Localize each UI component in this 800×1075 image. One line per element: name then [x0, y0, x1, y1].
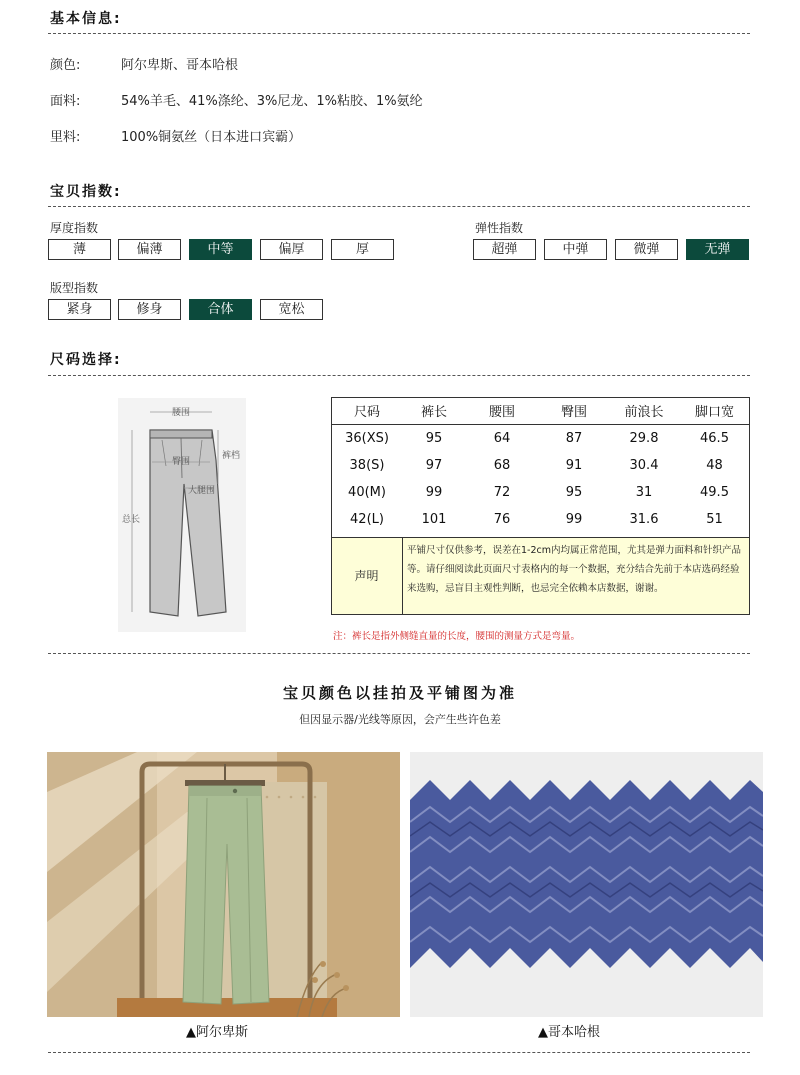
- fit-label: 版型指数: [50, 281, 99, 295]
- color-row: [50, 54, 238, 73]
- value-cell: 64: [493, 431, 511, 446]
- value-cell: 51: [706, 512, 723, 527]
- table-row: [331, 506, 750, 533]
- header-cell: 前浪长: [609, 397, 679, 425]
- thickness-option: 偏薄: [118, 239, 181, 260]
- header-cell: 裤长: [403, 397, 465, 425]
- divider: [48, 33, 750, 34]
- header-cell: 臀围: [539, 397, 609, 425]
- fit-option-selected: 合体: [189, 299, 252, 320]
- divider: [48, 653, 750, 654]
- value-cell: 29.8: [629, 431, 659, 446]
- fit-option: 紧身: [48, 299, 111, 320]
- value-cell: 46.5: [700, 431, 729, 446]
- size-cell: 38(S): [349, 458, 385, 473]
- value-cell: 99: [565, 512, 583, 527]
- value-cell: 31.6: [629, 512, 659, 527]
- value-cell: 87: [565, 431, 583, 446]
- thickness-option: 厚: [331, 239, 394, 260]
- value-cell: 97: [425, 458, 443, 473]
- value-cell: 31: [635, 485, 653, 500]
- elasticity-option: 微弹: [615, 239, 678, 260]
- header-cell: 尺码: [331, 397, 403, 425]
- thickness-option: 薄: [48, 239, 111, 260]
- index-title: 宝贝指数:: [50, 184, 122, 200]
- size-table: [331, 397, 750, 533]
- pants-measurement-diagram: [118, 398, 246, 632]
- thickness-option: 偏厚: [260, 239, 323, 260]
- color-section-subtitle: 但因显示器/光线等原因，会产生些许色差: [299, 713, 501, 726]
- size-cell: 42(L): [350, 512, 384, 527]
- value-cell: 99: [425, 485, 443, 500]
- divider: [48, 1052, 750, 1053]
- lining-row: [50, 126, 301, 145]
- divider: [48, 375, 750, 376]
- value-cell: 68: [493, 458, 511, 473]
- header-cell: 脚口宽: [679, 397, 750, 425]
- elasticity-label: 弹性指数: [475, 221, 524, 235]
- lining-value: 100%铜氨丝（日本进口宾霸）: [121, 130, 302, 145]
- table-row: [331, 479, 750, 506]
- value-cell: 48: [706, 458, 723, 473]
- value-cell: 95: [425, 431, 443, 446]
- fabric-key: 面料:: [50, 94, 81, 109]
- color-section-title: 宝贝颜色以挂拍及平铺图为准: [282, 684, 517, 702]
- value-cell: 76: [493, 512, 511, 527]
- copenhagen-fabric-photo: [410, 752, 763, 1017]
- hip-label: 臀围: [172, 457, 191, 467]
- notice-divider: [331, 537, 750, 538]
- size-title: 尺码选择:: [50, 352, 122, 368]
- fit-option: 修身: [118, 299, 181, 320]
- size-cell: 40(M): [348, 485, 386, 500]
- fabric-value: 54%羊毛、41%涤纶、3%尼龙、1%粘胶、1%氨纶: [121, 94, 423, 109]
- value-cell: 49.5: [700, 485, 729, 500]
- elasticity-option: 超弹: [473, 239, 536, 260]
- size-notice: [331, 538, 750, 615]
- value-cell: 95: [565, 485, 583, 500]
- thigh-label: 大腿围: [188, 486, 216, 496]
- notice-label: 声明: [331, 538, 403, 615]
- size-table-header: [331, 397, 750, 425]
- measurement-note: 注：裤长是指外侧缝直量的长度，腰围的测量方式是弯量。: [333, 631, 581, 642]
- alps-caption: ▲阿尔卑斯: [186, 1025, 248, 1040]
- thickness-label: 厚度指数: [50, 221, 99, 235]
- value-cell: 30.4: [629, 458, 659, 473]
- value-cell: 72: [493, 485, 511, 500]
- value-cell: 101: [421, 512, 447, 527]
- color-value: 阿尔卑斯、哥本哈根: [121, 58, 239, 73]
- table-row: [331, 452, 750, 479]
- copenhagen-caption: ▲哥本哈根: [538, 1025, 600, 1040]
- fit-option: 宽松: [260, 299, 323, 320]
- size-cell: 36(XS): [345, 431, 389, 446]
- thickness-option-selected: 中等: [189, 239, 252, 260]
- table-row: [331, 425, 750, 453]
- length-label: 总长: [122, 515, 141, 525]
- header-cell: 腰围: [465, 397, 539, 425]
- lining-key: 里料:: [50, 130, 81, 145]
- notice-text: 平铺尺寸仅供参考，误差在1-2cm内均属正常范围，尤其是弹力面料和针织产品等。请仔细阅读此页面尺寸表格内的每一个数据，充分结合先前于本店选码经验来选购，忌盲目主观性判断，也忌完全依赖本店数据，谢谢。: [403, 538, 750, 615]
- waist-label: 腰围: [172, 408, 191, 418]
- elasticity-option: 中弹: [544, 239, 607, 260]
- color-key: 颜色:: [50, 58, 81, 73]
- value-cell: 91: [565, 458, 583, 473]
- fabric-row: [50, 90, 423, 109]
- alps-hanging-photo: [47, 752, 400, 1017]
- basic-info-title: 基本信息:: [50, 11, 122, 27]
- divider: [48, 206, 750, 207]
- elasticity-option-selected: 无弹: [686, 239, 749, 260]
- rise-label: 裤档: [222, 451, 241, 461]
